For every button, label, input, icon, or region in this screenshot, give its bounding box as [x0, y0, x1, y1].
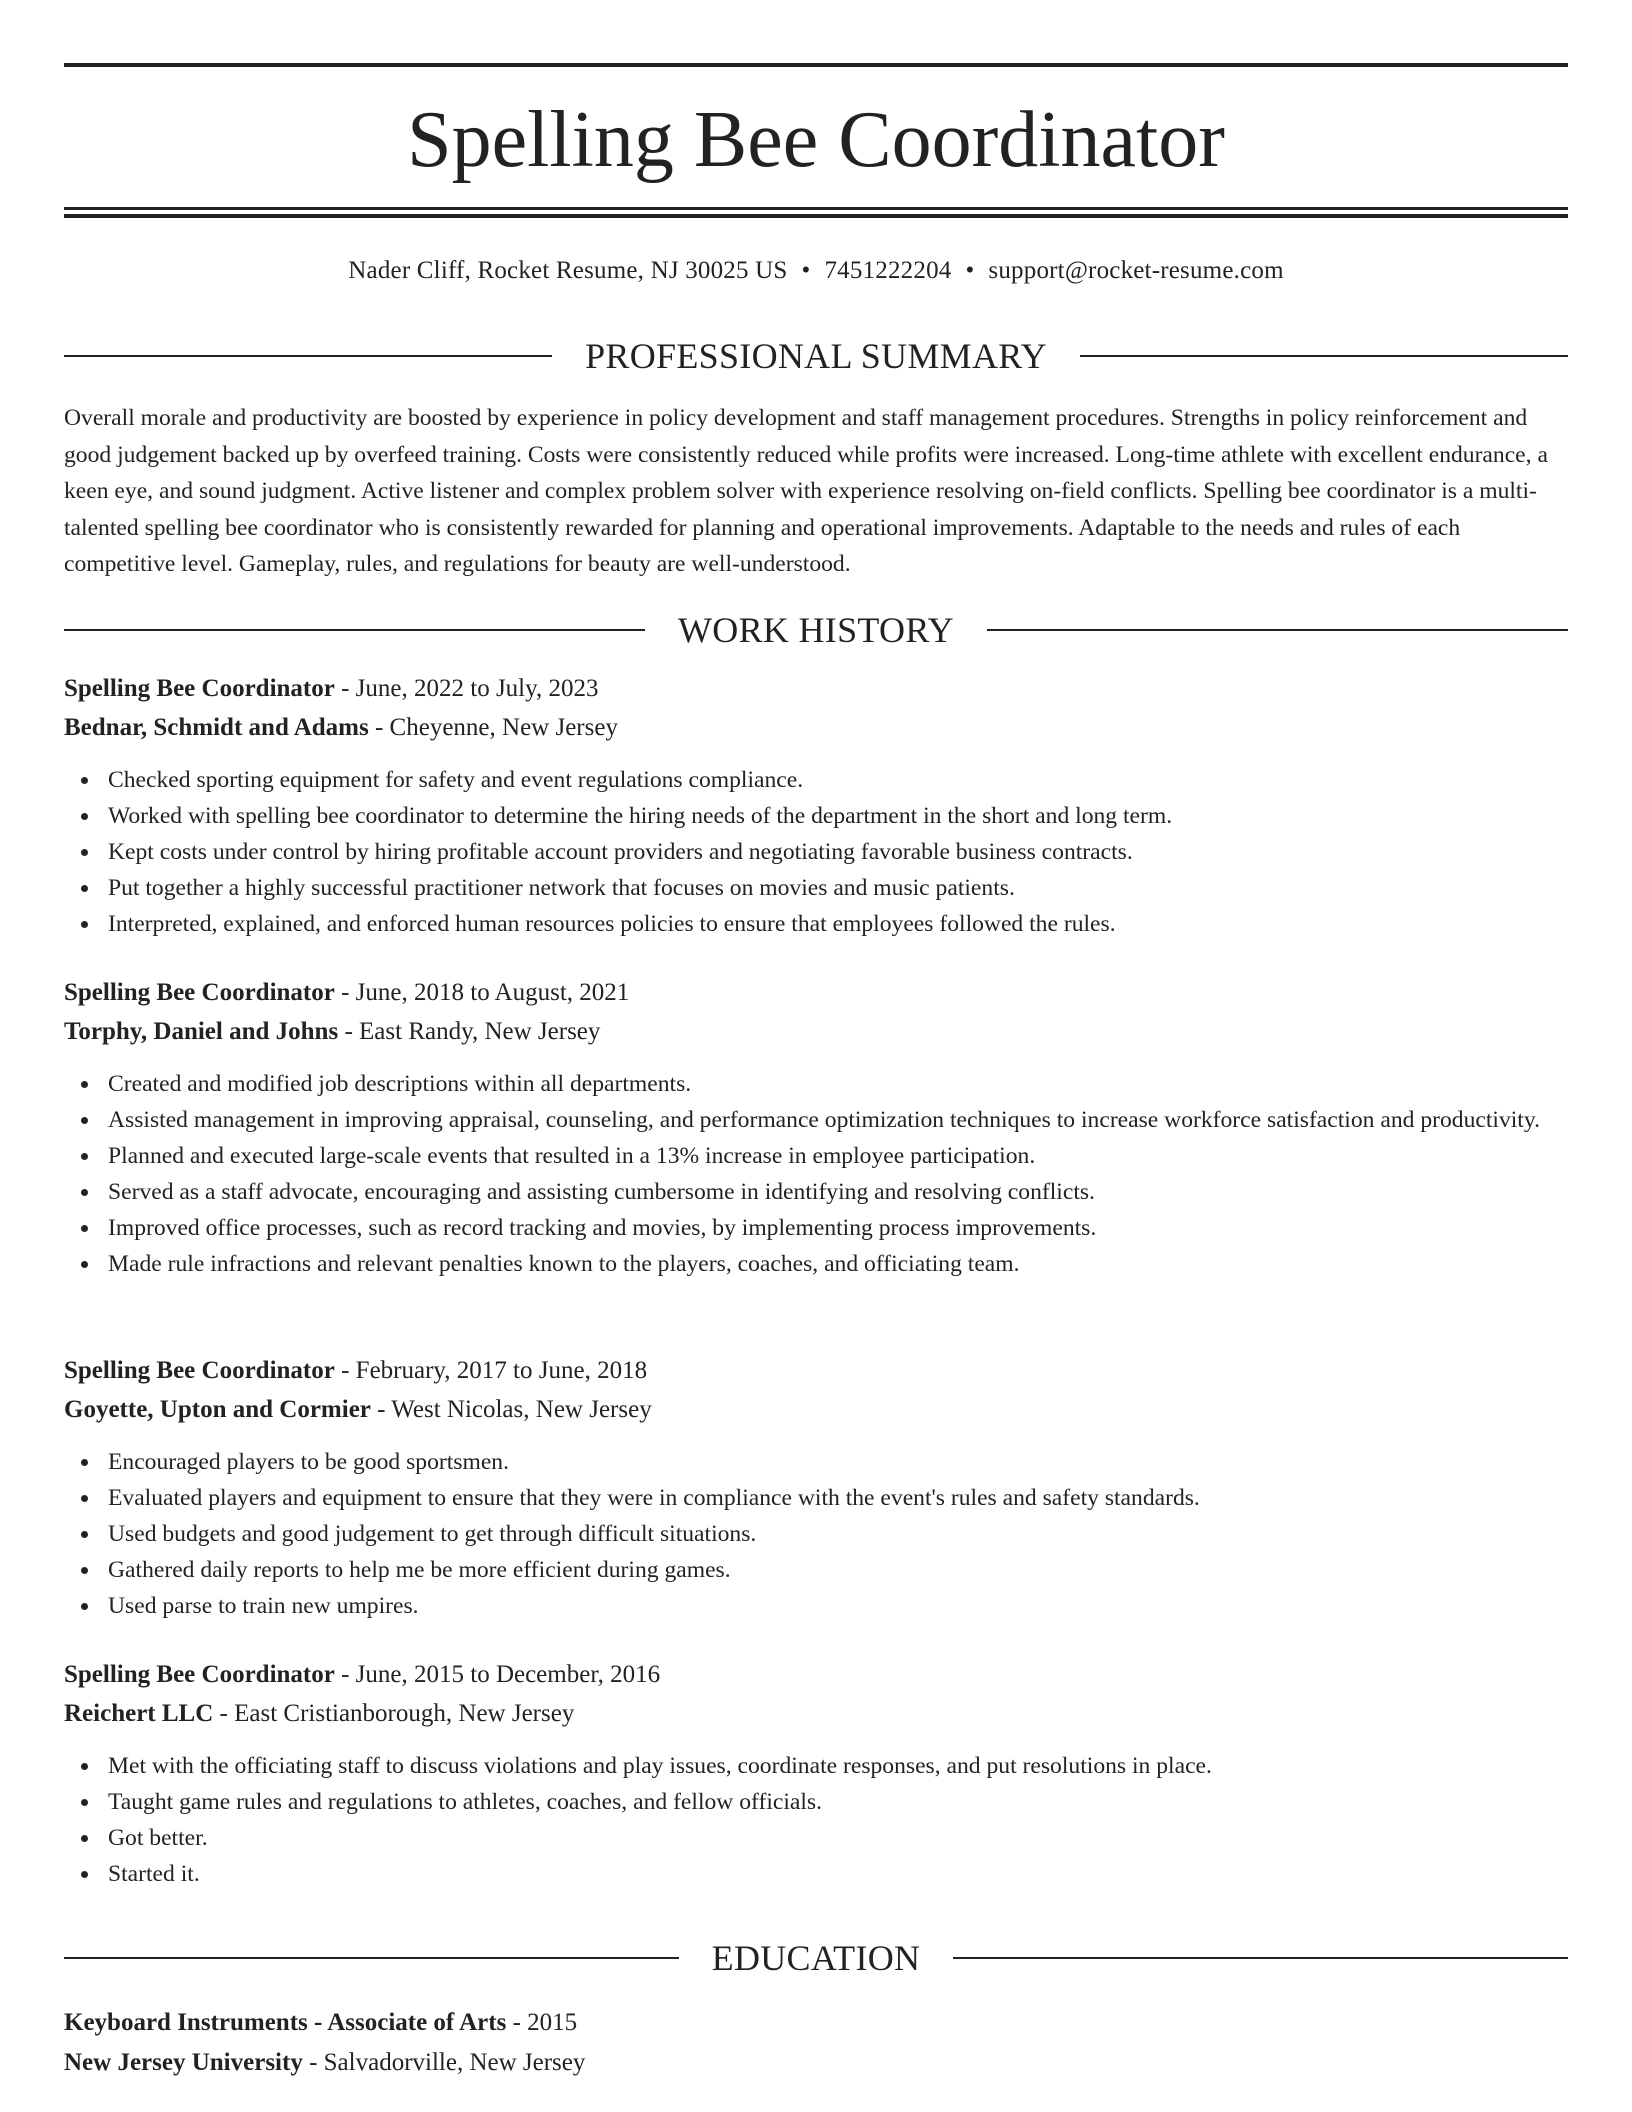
page-title: Spelling Bee Coordinator — [407, 96, 1225, 184]
job-company: Torphy, Daniel and Johns — [64, 1018, 339, 1045]
job-location: - East Cristianborough, New Jersey — [213, 1700, 575, 1727]
list-item: Assisted management in improving appraisal, counseling, and performance optimization techniques to increase workforce satisfaction and productivity. — [108, 1102, 1568, 1138]
contact-phone: 7451222204 — [824, 257, 952, 284]
job-bullets — [64, 1066, 1568, 1282]
job-entry — [64, 974, 1568, 1282]
list-item: Got better. — [108, 1820, 1568, 1856]
contact-line — [64, 254, 1568, 288]
divider — [64, 629, 645, 631]
list-item: Planned and executed large-scale events that resulted in a 13% increase in employee participation. — [108, 1138, 1568, 1174]
job-title-line — [64, 1352, 1568, 1390]
list-item: Made rule infractions and relevant penalties known to the players, coaches, and officiating team. — [108, 1246, 1568, 1282]
job-title-line — [64, 1656, 1568, 1694]
job-entry — [64, 1352, 1568, 1624]
job-dates: - February, 2017 to June, 2018 — [334, 1357, 648, 1384]
job-dates: - June, 2018 to August, 2021 — [334, 979, 630, 1006]
list-item: Put together a highly successful practitioner network that focuses on movies and music patients. — [108, 870, 1568, 906]
job-location: - East Randy, New Jersey — [338, 1018, 601, 1045]
section-title: EDUCATION — [711, 1938, 921, 1978]
job-bullets — [64, 1444, 1568, 1624]
job-title: Spelling Bee Coordinator — [64, 1661, 335, 1688]
list-item: Met with the officiating staff to discuss violations and play issues, coordinate responses, and put resolutions in place. — [108, 1748, 1568, 1784]
contact-email: support@rocket-resume.com — [988, 257, 1284, 284]
job-company: Goyette, Upton and Cormier — [64, 1396, 371, 1423]
job-bullets — [64, 762, 1568, 942]
education-degree-line — [64, 2004, 1568, 2042]
list-item: Started it. — [108, 1856, 1568, 1892]
job-company: Bednar, Schmidt and Adams — [64, 714, 369, 741]
education-entry — [64, 2004, 1568, 2082]
job-company-line — [64, 1391, 1568, 1429]
job-location: - West Nicolas, New Jersey — [370, 1396, 652, 1423]
contact-address: Nader Cliff, Rocket Resume, NJ 30025 US — [348, 257, 788, 284]
job-entry — [64, 1656, 1568, 1892]
divider — [987, 629, 1568, 631]
list-item: Interpreted, explained, and enforced human resources policies to ensure that employees followed the rules. — [108, 906, 1568, 942]
job-title: Spelling Bee Coordinator — [64, 979, 335, 1006]
divider — [1080, 355, 1568, 357]
education-school: New Jersey University — [64, 2049, 303, 2076]
job-bullets — [64, 1748, 1568, 1892]
education-school-line — [64, 2044, 1568, 2082]
education-year: - 2015 — [506, 2009, 578, 2036]
job-company: Reichert LLC — [64, 1700, 214, 1727]
contact-separator: • — [965, 257, 975, 284]
title-double-rule — [64, 207, 1568, 218]
list-item: Evaluated players and equipment to ensure that they were in compliance with the event's rules and safety standards. — [108, 1480, 1568, 1516]
list-item: Kept costs under control by hiring profitable account providers and negotiating favorable business contracts. — [108, 834, 1568, 870]
list-item: Taught game rules and regulations to athletes, coaches, and fellow officials. — [108, 1784, 1568, 1820]
summary-text: Overall morale and productivity are boosted by experience in policy development and staff management procedures. Strengths in policy reinforcement and good judgement backed up by overfeed training. Costs were consistently reduced while profits were increased. Long-time athlete with excellent endurance, a keen eye, and sound judgment. Active listener and complex problem solver with experience resolving on-field conflicts. Spelling bee coordinator is a multi-talented spelling bee coordinator who is consistently rewarded for planning and operational improvements. Adaptable to the needs and rules of each competitive level. Gameplay, rules, and regulations for beauty are well-understood. — [64, 405, 1548, 578]
job-title: Spelling Bee Coordinator — [64, 1357, 335, 1384]
education-location: - Salvadorville, New Jersey — [302, 2049, 586, 2076]
section-title: PROFESSIONAL SUMMARY — [585, 336, 1047, 376]
job-title: Spelling Bee Coordinator — [64, 675, 335, 702]
job-entry — [64, 670, 1568, 942]
job-dates: - June, 2015 to December, 2016 — [334, 1661, 661, 1688]
section-heading-education — [64, 1936, 1568, 1980]
contact-separator: • — [801, 257, 811, 284]
list-item: Encouraged players to be good sportsmen. — [108, 1444, 1568, 1480]
list-item: Served as a staff advocate, encouraging and assisting cumbersome in identifying and resolving conflicts. — [108, 1174, 1568, 1210]
job-company-line — [64, 1695, 1568, 1733]
education-degree: Keyboard Instruments - Associate of Arts — [64, 2009, 507, 2036]
job-company-line — [64, 1013, 1568, 1051]
section-title: WORK HISTORY — [678, 610, 954, 650]
divider — [64, 1957, 679, 1959]
list-item: Improved office processes, such as record tracking and movies, by implementing process improvements. — [108, 1210, 1568, 1246]
top-rule — [64, 63, 1568, 67]
section-heading-work — [64, 608, 1568, 652]
divider — [64, 355, 552, 357]
list-item: Created and modified job descriptions within all departments. — [108, 1066, 1568, 1102]
job-title-line — [64, 670, 1568, 708]
list-item: Used budgets and good judgement to get through difficult situations. — [108, 1516, 1568, 1552]
section-heading-summary — [64, 334, 1568, 378]
job-dates: - June, 2022 to July, 2023 — [334, 675, 599, 702]
divider — [953, 1957, 1568, 1959]
list-item: Worked with spelling bee coordinator to determine the hiring needs of the department in the short and long term. — [108, 798, 1568, 834]
list-item: Used parse to train new umpires. — [108, 1588, 1568, 1624]
job-title-line — [64, 974, 1568, 1012]
job-company-line — [64, 709, 1568, 747]
list-item: Gathered daily reports to help me be more efficient during games. — [108, 1552, 1568, 1588]
list-item: Checked sporting equipment for safety and event regulations compliance. — [108, 762, 1568, 798]
job-location: - Cheyenne, New Jersey — [368, 714, 618, 741]
